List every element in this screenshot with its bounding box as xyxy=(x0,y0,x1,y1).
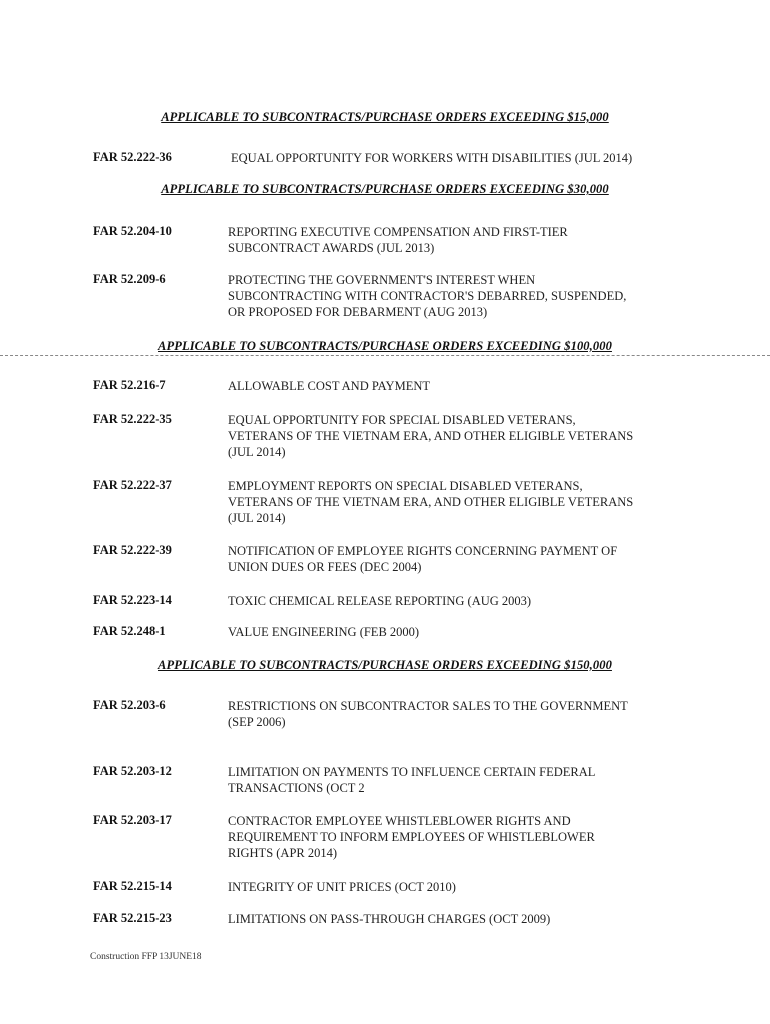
clause-text: INTEGRITY OF UNIT PRICES (OCT 2010) xyxy=(228,880,456,894)
clause-text: PROTECTING THE GOVERNMENT'S INTEREST WHEN SUBCONTRACTING WITH CONTRACTOR'S DEBARRED, SUSPENDED, OR PROPOSED FOR DEBARMENT (AUG 2013) xyxy=(228,273,627,319)
clause-code: FAR 52.216-7 xyxy=(93,378,166,392)
section-heading-30000: APPLICABLE TO SUBCONTRACTS/PURCHASE ORDERS EXCEEDING $30,000 xyxy=(161,182,609,196)
clause-code: FAR 52.203-12 xyxy=(93,764,172,778)
clause-text: LIMITATIONS ON PASS-THROUGH CHARGES (OCT 2009) xyxy=(228,912,551,926)
clause-text: EMPLOYMENT REPORTS ON SPECIAL DISABLED VETERANS, VETERANS OF THE VIETNAM ERA, AND OTHER ELIGIBLE VETERANS (JUL 2014) xyxy=(228,479,634,525)
clause-text: TOXIC CHEMICAL RELEASE REPORTING (AUG 2003) xyxy=(228,594,532,608)
clause-code: FAR 52.248-1 xyxy=(93,624,166,638)
clause-code: FAR 52.222-36 xyxy=(93,150,172,164)
clause-text: CONTRACTOR EMPLOYEE WHISTLEBLOWER RIGHTS AND REQUIREMENT TO INFORM EMPLOYEES OF WHISTLEBLOWER RIGHTS (APR 2014) xyxy=(228,814,595,860)
clause-code: FAR 52.222-35 xyxy=(93,412,172,426)
section-heading-15000: APPLICABLE TO SUBCONTRACTS/PURCHASE ORDERS EXCEEDING $15,000 xyxy=(161,110,609,124)
clause-code: FAR 52.222-37 xyxy=(93,478,172,492)
clause-code: FAR 52.222-39 xyxy=(93,543,172,557)
clause-text: NOTIFICATION OF EMPLOYEE RIGHTS CONCERNING PAYMENT OF UNION DUES OR FEES (DEC 2004) xyxy=(228,544,618,574)
section-heading-100000: APPLICABLE TO SUBCONTRACTS/PURCHASE ORDERS EXCEEDING $100,000 xyxy=(158,339,612,353)
clause-text: VALUE ENGINEERING (FEB 2000) xyxy=(228,625,420,639)
clause-text: REPORTING EXECUTIVE COMPENSATION AND FIRST-TIER SUBCONTRACT AWARDS (JUL 2013) xyxy=(228,225,568,255)
clause-text: ALLOWABLE COST AND PAYMENT xyxy=(228,379,430,393)
section-heading-150000: APPLICABLE TO SUBCONTRACTS/PURCHASE ORDERS EXCEEDING $150,000 xyxy=(158,658,612,672)
clause-code: FAR 52.215-14 xyxy=(93,879,172,893)
scan-artifact-line xyxy=(0,355,770,356)
clause-code: FAR 52.203-6 xyxy=(93,698,166,712)
clause-text: LIMITATION ON PAYMENTS TO INFLUENCE CERTAIN FEDERAL TRANSACTIONS (OCT 2 xyxy=(228,765,596,795)
clause-code: FAR 52.223-14 xyxy=(93,593,172,607)
page-footer: Construction FFP 13JUNE18 xyxy=(90,952,202,962)
clause-code: FAR 52.203-17 xyxy=(93,813,172,827)
clause-code: FAR 52.209-6 xyxy=(93,272,166,286)
clause-text: EQUAL OPPORTUNITY FOR WORKERS WITH DISABILITIES (JUL 2014) xyxy=(231,151,633,165)
clause-code: FAR 52.215-23 xyxy=(93,911,172,925)
clause-code: FAR 52.204-10 xyxy=(93,224,172,238)
clause-text: EQUAL OPPORTUNITY FOR SPECIAL DISABLED VETERANS, VETERANS OF THE VIETNAM ERA, AND OTHER ELIGIBLE VETERANS (JUL 2014) xyxy=(228,413,634,459)
clause-text: RESTRICTIONS ON SUBCONTRACTOR SALES TO THE GOVERNMENT (SEP 2006) xyxy=(228,699,628,729)
